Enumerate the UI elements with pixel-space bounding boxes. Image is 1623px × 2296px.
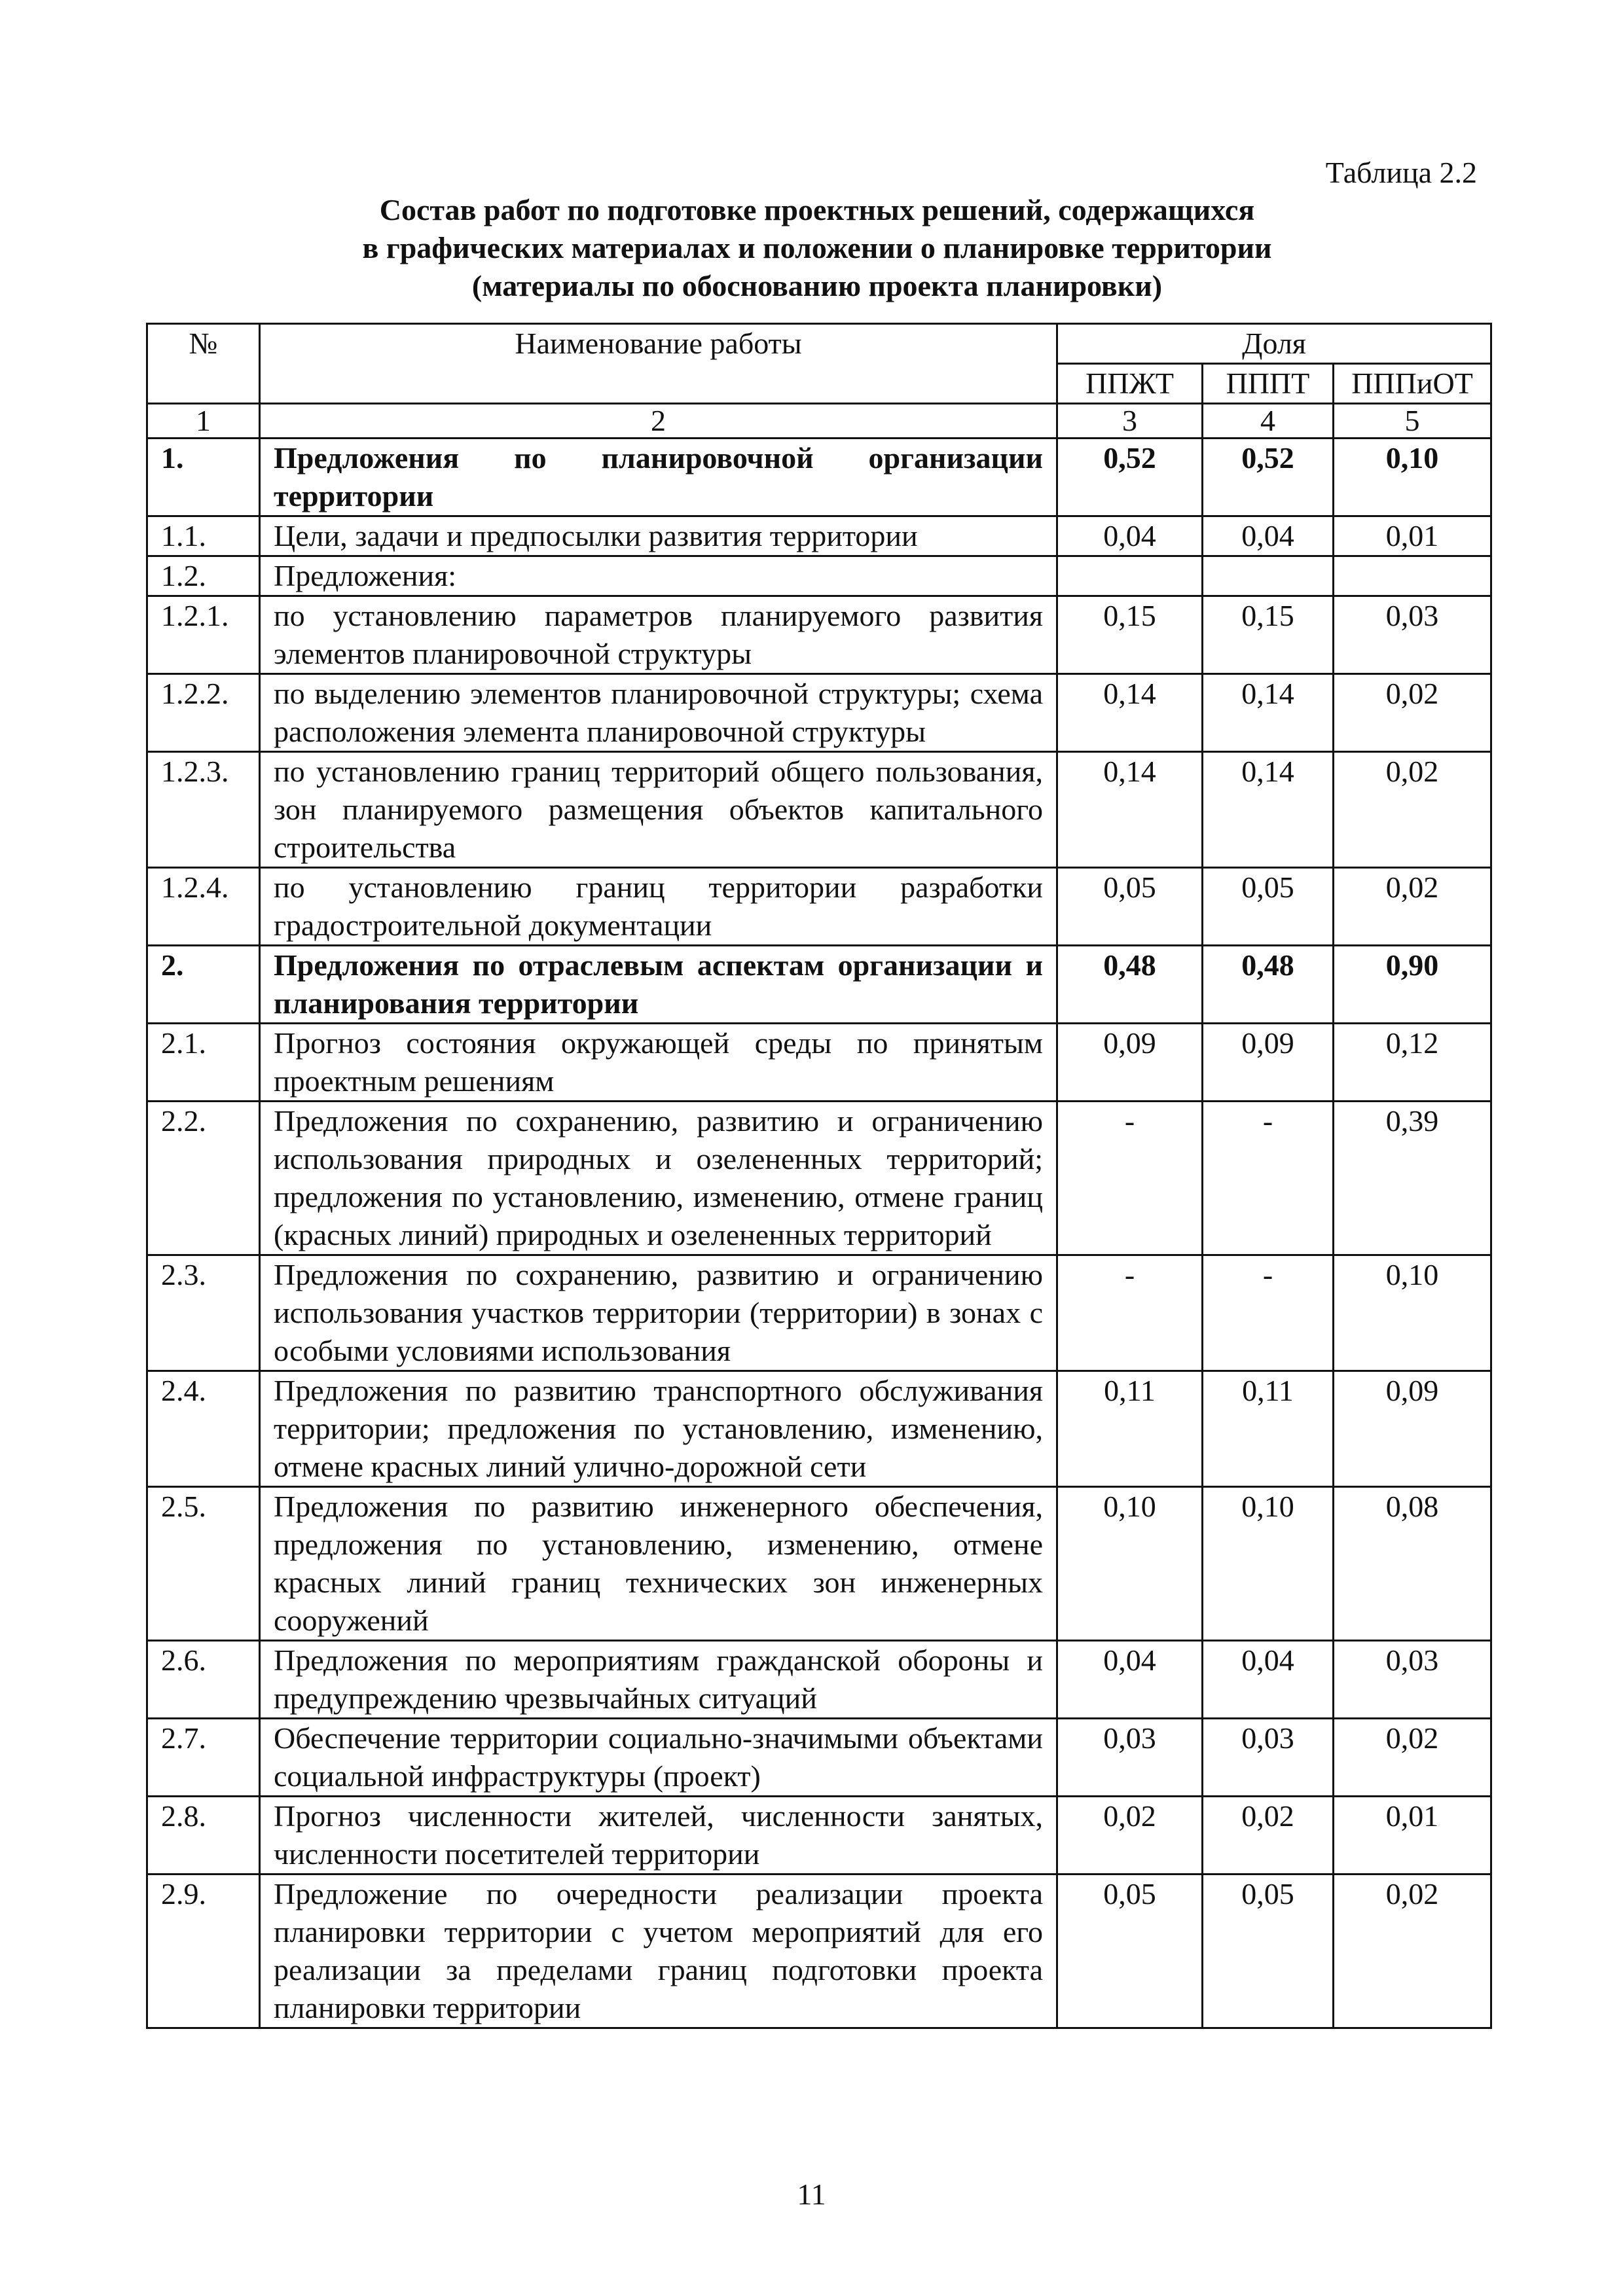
share-ppzht bbox=[1057, 556, 1203, 596]
table-title bbox=[146, 191, 1488, 305]
table-title-line: (материалы по обоснованию проекта планировки) bbox=[471, 269, 1163, 302]
work-name: Прогноз состояния окружающей среды по принятым проектным решениям bbox=[260, 1024, 1057, 1102]
share-pppiot: 0,10 bbox=[1334, 439, 1491, 516]
share-pppiot: 0,02 bbox=[1334, 752, 1491, 868]
row-number: 2.1. bbox=[147, 1024, 260, 1102]
share-pppiot: 0,09 bbox=[1334, 1371, 1491, 1487]
share-pppiot: 0,03 bbox=[1334, 1641, 1491, 1719]
share-pppt: 0,02 bbox=[1203, 1797, 1334, 1874]
column-index: 5 bbox=[1334, 404, 1491, 439]
share-ppzht: 0,52 bbox=[1057, 439, 1203, 516]
share-ppzht: 0,11 bbox=[1057, 1371, 1203, 1487]
header-col-ppzht: ППЖТ bbox=[1057, 364, 1203, 404]
row-number: 2.5. bbox=[147, 1487, 260, 1641]
share-pppt: 0,09 bbox=[1203, 1024, 1334, 1102]
table-row bbox=[147, 439, 1491, 516]
table-row bbox=[147, 556, 1491, 596]
table-body bbox=[147, 439, 1491, 2028]
table-header-row bbox=[147, 324, 1491, 364]
row-number: 2.2. bbox=[147, 1102, 260, 1255]
row-number: 1. bbox=[147, 439, 260, 516]
work-name: Предложения по развитию инженерного обеспечения, предложения по установлению, изменению, отмене красных линий границ технических зон инженерных сооружений bbox=[260, 1487, 1057, 1641]
row-number: 2. bbox=[147, 946, 260, 1024]
row-number: 1.1. bbox=[147, 516, 260, 556]
share-ppzht: 0,04 bbox=[1057, 516, 1203, 556]
table-row bbox=[147, 1024, 1491, 1102]
share-pppiot: 0,90 bbox=[1334, 946, 1491, 1024]
share-pppiot: 0,02 bbox=[1334, 1874, 1491, 2028]
share-pppt: 0,10 bbox=[1203, 1487, 1334, 1641]
share-ppzht: 0,10 bbox=[1057, 1487, 1203, 1641]
work-name: Предложение по очередности реализации проекта планировки территории с учетом мероприятий для его реализации за пределами границ подготовки проекта планировки территории bbox=[260, 1874, 1057, 2028]
row-number: 1.2.4. bbox=[147, 868, 260, 946]
share-pppt: 0,03 bbox=[1203, 1719, 1334, 1797]
table-row bbox=[147, 674, 1491, 752]
share-pppt: 0,04 bbox=[1203, 1641, 1334, 1719]
header-col-pppiot: ПППиОТ bbox=[1334, 364, 1491, 404]
column-index: 4 bbox=[1203, 404, 1334, 439]
row-number: 2.6. bbox=[147, 1641, 260, 1719]
work-name: Предложения: bbox=[260, 556, 1057, 596]
share-pppiot: 0,02 bbox=[1334, 674, 1491, 752]
share-ppzht: 0,04 bbox=[1057, 1641, 1203, 1719]
header-col-pppt: ПППТ bbox=[1203, 364, 1334, 404]
header-share: Доля bbox=[1057, 324, 1491, 364]
share-pppt: 0,15 bbox=[1203, 596, 1334, 674]
row-number: 2.7. bbox=[147, 1719, 260, 1797]
table-row bbox=[147, 1874, 1491, 2028]
row-number: 2.8. bbox=[147, 1797, 260, 1874]
table-row bbox=[147, 946, 1491, 1024]
share-pppt: 0,11 bbox=[1203, 1371, 1334, 1487]
share-ppzht: 0,05 bbox=[1057, 1874, 1203, 2028]
work-name: Предложения по мероприятиям гражданской обороны и предупреждению чрезвычайных ситуаций bbox=[260, 1641, 1057, 1719]
share-pppt: 0,04 bbox=[1203, 516, 1334, 556]
share-pppt: 0,14 bbox=[1203, 674, 1334, 752]
row-number: 2.3. bbox=[147, 1255, 260, 1371]
row-number: 1.2.2. bbox=[147, 674, 260, 752]
table-label: Таблица 2.2 bbox=[1325, 156, 1477, 189]
column-index: 3 bbox=[1057, 404, 1203, 439]
share-pppt: 0,52 bbox=[1203, 439, 1334, 516]
work-name: Предложения по развитию транспортного обслуживания территории; предложения по установлению, изменению, отмене красных линий улично-дорожной сети bbox=[260, 1371, 1057, 1487]
work-name: Предложения по отраслевым аспектам организации и планирования территории bbox=[260, 946, 1057, 1024]
share-ppzht: 0,14 bbox=[1057, 752, 1203, 868]
table-row bbox=[147, 752, 1491, 868]
share-pppiot: 0,01 bbox=[1334, 516, 1491, 556]
work-name: Предложения по сохранению, развитию и ограничению использования участков территории (территории) в зонах с особыми условиями использования bbox=[260, 1255, 1057, 1371]
table-row bbox=[147, 1255, 1491, 1371]
share-pppiot: 0,03 bbox=[1334, 596, 1491, 674]
table-title-line: в графических материалах и положении о планировке территории bbox=[362, 231, 1272, 264]
table-row bbox=[147, 1641, 1491, 1719]
share-pppiot: 0,02 bbox=[1334, 868, 1491, 946]
work-name: по выделению элементов планировочной структуры; схема расположения элемента планировочной структуры bbox=[260, 674, 1057, 752]
column-index-row bbox=[147, 404, 1491, 439]
work-name: по установлению границ территории разработки градостроительной документации bbox=[260, 868, 1057, 946]
share-pppt: 0,14 bbox=[1203, 752, 1334, 868]
header-work-name: Наименование работы bbox=[260, 324, 1057, 404]
column-index: 1 bbox=[147, 404, 260, 439]
share-ppzht: - bbox=[1057, 1102, 1203, 1255]
share-pppiot: 0,01 bbox=[1334, 1797, 1491, 1874]
share-ppzht: 0,09 bbox=[1057, 1024, 1203, 1102]
work-name: Цели, задачи и предпосылки развития территории bbox=[260, 516, 1057, 556]
work-name: Предложения по сохранению, развитию и ограничению использования природных и озелененных территорий; предложения по установлению, изменению, отмене границ (красных линий) природных и озелененных территорий bbox=[260, 1102, 1057, 1255]
share-pppiot bbox=[1334, 556, 1491, 596]
table-row bbox=[147, 516, 1491, 556]
work-name: Предложения по планировочной организации территории bbox=[260, 439, 1057, 516]
share-pppt: - bbox=[1203, 1102, 1334, 1255]
share-ppzht: 0,14 bbox=[1057, 674, 1203, 752]
row-number: 2.4. bbox=[147, 1371, 260, 1487]
share-pppt: 0,05 bbox=[1203, 868, 1334, 946]
row-number: 1.2.3. bbox=[147, 752, 260, 868]
table-row bbox=[147, 1102, 1491, 1255]
share-pppt: 0,05 bbox=[1203, 1874, 1334, 2028]
work-name: Прогноз численности жителей, численности занятых, численности посетителей территории bbox=[260, 1797, 1057, 1874]
share-ppzht: 0,02 bbox=[1057, 1797, 1203, 1874]
row-number: 1.2. bbox=[147, 556, 260, 596]
share-pppiot: 0,10 bbox=[1334, 1255, 1491, 1371]
share-ppzht: 0,48 bbox=[1057, 946, 1203, 1024]
share-pppt bbox=[1203, 556, 1334, 596]
work-name: по установлению параметров планируемого развития элементов планировочной структуры bbox=[260, 596, 1057, 674]
share-pppiot: 0,08 bbox=[1334, 1487, 1491, 1641]
share-pppt: - bbox=[1203, 1255, 1334, 1371]
share-pppiot: 0,39 bbox=[1334, 1102, 1491, 1255]
table-row bbox=[147, 1797, 1491, 1874]
work-composition-table bbox=[146, 323, 1492, 2029]
share-ppzht: 0,03 bbox=[1057, 1719, 1203, 1797]
share-pppiot: 0,12 bbox=[1334, 1024, 1491, 1102]
table-row bbox=[147, 596, 1491, 674]
table-row bbox=[147, 868, 1491, 946]
table-row bbox=[147, 1719, 1491, 1797]
work-name: по установлению границ территорий общего пользования, зон планируемого размещения объектов капитального строительства bbox=[260, 752, 1057, 868]
work-name: Обеспечение территории социально-значимыми объектами социальной инфраструктуры (проект) bbox=[260, 1719, 1057, 1797]
share-ppzht: - bbox=[1057, 1255, 1203, 1371]
share-pppiot: 0,02 bbox=[1334, 1719, 1491, 1797]
page-number: 11 bbox=[797, 2178, 826, 2211]
column-index: 2 bbox=[260, 404, 1057, 439]
share-pppt: 0,48 bbox=[1203, 946, 1334, 1024]
share-ppzht: 0,05 bbox=[1057, 868, 1203, 946]
header-number: № bbox=[147, 324, 260, 404]
table-row bbox=[147, 1487, 1491, 1641]
row-number: 1.2.1. bbox=[147, 596, 260, 674]
share-ppzht: 0,15 bbox=[1057, 596, 1203, 674]
table-title-line: Состав работ по подготовке проектных решений, содержащихся bbox=[379, 193, 1255, 226]
table-row bbox=[147, 1371, 1491, 1487]
row-number: 2.9. bbox=[147, 1874, 260, 2028]
